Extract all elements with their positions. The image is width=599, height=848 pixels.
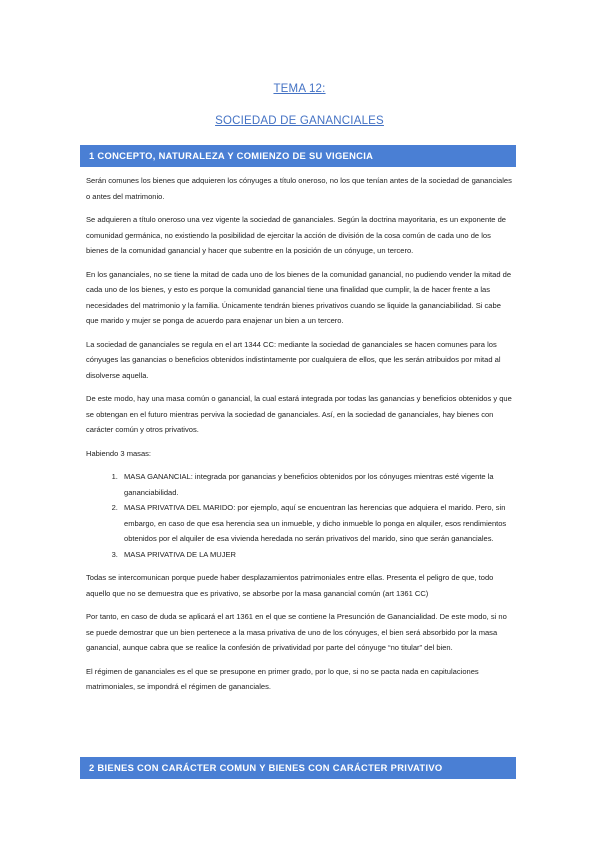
paragraph: Habiendo 3 masas: bbox=[86, 448, 152, 458]
list-item-text: : por ejemplo, aquí se encuentran las herencias que adquiera el marido. Pero, sin embargo, en caso de que esa herencia sea un inmueble, y dicho inmueble lo ponga en alquiler, esos rendimientos obtenidos por el alquiler de esa vivienda heredada no serán privativos del marido, sino que serán gananciales. bbox=[124, 503, 507, 543]
list-item bbox=[120, 547, 514, 563]
list-item bbox=[120, 469, 514, 500]
paragraph: De este modo, hay una masa común o ganancial, la cual estará integrada por todas las ganancias y beneficios obtenidos y que se obtengan en el futuro mientras perviva la sociedad de gananciales. Así, en la sociedad de gananciales, hay bienes con carácter común y otros privativos. bbox=[86, 394, 512, 434]
paragraph: Todas se intercomunican porque puede haber desplazamientos patrimoniales entre ellas. Presenta el peligro de que, todo aquello que no se demuestra que es privativo, se absorbe por la masa ganancial común (art 1361 CC) bbox=[86, 573, 494, 598]
paragraph: Serán comunes los bienes que adquieren los cónyuges a título oneroso, no los que tenían antes de la sociedad de gananciales o antes del matrimonio. bbox=[86, 176, 512, 201]
paragraph: Se adquieren a título oneroso una vez vigente la sociedad de gananciales. Según la doctrina mayoritaria, es un exponente de comunidad germánica, no existiendo la posibilidad de ejercitar la acción de división de la cosa común de cada uno de los bienes de la comunidad ganancial y hacer que subentre en la posición de un cónyuge, un tercero. bbox=[86, 215, 506, 255]
section-heading-2: 2 BIENES CON CARÁCTER COMUN Y BIENES CON CARÁCTER PRIVATIVO bbox=[80, 757, 516, 779]
section-1-body bbox=[86, 173, 514, 703]
list-item-text: : integrada por ganancias y beneficios obtenidos por los cónyuges mientras esté vigente la gananciabilidad. bbox=[124, 472, 494, 497]
list-item-head: MASA PRIVATIVA DEL MARIDO bbox=[124, 503, 234, 512]
list-item-head: MASA GANANCIAL bbox=[124, 472, 191, 481]
paragraph: La sociedad de gananciales se regula en el art 1344 CC: mediante la sociedad de gananciales se hacen comunes para los cónyuges las ganancias o beneficios obtenidos indistintamente por cualquiera de ellos, que les serán atribuidos por mitad al disolverse aquella. bbox=[86, 339, 501, 380]
list-item bbox=[120, 500, 514, 547]
document-title: TEMA 12: bbox=[273, 83, 326, 95]
document-subtitle: SOCIEDAD DE GANANCIALES bbox=[215, 115, 384, 127]
paragraph: El régimen de gananciales es el que se presupone en primer grado, por lo que, si no se pacta nada en capitulaciones matrimoniales, se impondrá el régimen de gananciales. bbox=[86, 666, 479, 691]
list-item-head: MASA PRIVATIVA DE LA MUJER bbox=[124, 549, 236, 559]
section-heading-1: 1 CONCEPTO, NATURALEZA Y COMIENZO DE SU VIGENCIA bbox=[80, 145, 516, 167]
masas-list bbox=[86, 469, 514, 562]
paragraph: Por tanto, en caso de duda se aplicará el art 1361 en el que se contiene la Presunción de Ganancialidad. De este modo, si no se puede demostrar que un bien pertenece a la masa privativa de uno de los cónyuges, el bien será absorbido por la masa ganancial, aunque cabra que se realice la confesión de privatividad por parte del cónyuge “no titular” del bien. bbox=[86, 612, 507, 652]
paragraph: En los gananciales, no se tiene la mitad de cada uno de los bienes de la comunidad ganancial, no pudiendo vender la mitad de cada uno de los bienes, y esto es porque la comunidad ganancial tiene una finalidad que cumplir, la de hacer frente a las necesidades del matrimonio y la familia. Únicamente tendrán bienes privativos cuando se liquide la gananciabilidad. Si cabe que marido y mujer se ponga de acuerdo para enajenar un bien a un tercero. bbox=[86, 269, 512, 325]
